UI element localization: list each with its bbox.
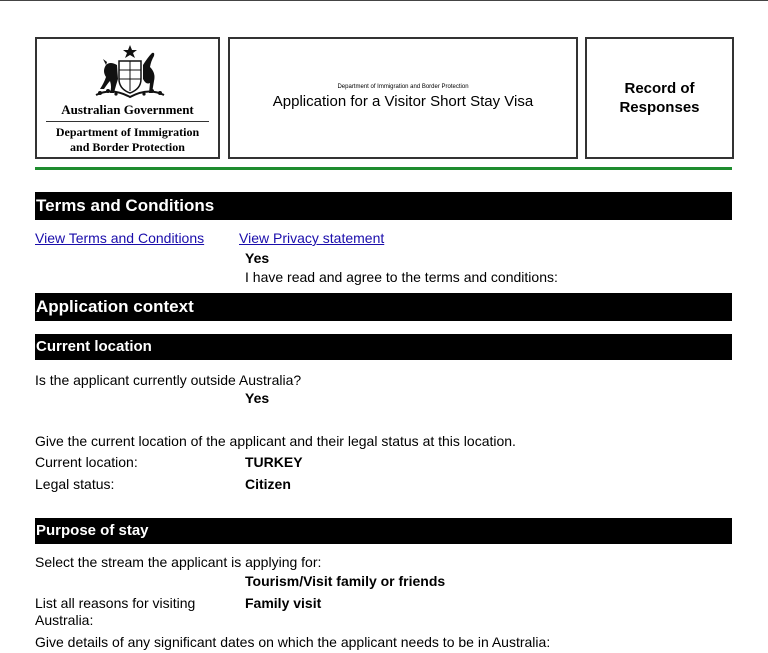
visit-reasons-value: Family visit xyxy=(245,595,322,611)
current-location-label: Current location: xyxy=(35,454,138,470)
terms-answer: Yes xyxy=(245,250,270,266)
outside-australia-answer: Yes xyxy=(245,390,270,406)
terms-section-heading: Terms and Conditions xyxy=(35,192,732,220)
document-title-box xyxy=(228,37,578,159)
header-divider xyxy=(35,167,732,170)
significant-dates-question: Give details of any significant dates on which the applicant needs to be in Australia: xyxy=(35,634,551,650)
document-title: Application for a Visitor Short Stay Visa xyxy=(272,93,534,110)
current-location-heading: Current location xyxy=(35,334,732,360)
view-privacy-link[interactable]: View Privacy statement xyxy=(239,230,385,246)
government-logo-box xyxy=(35,37,220,159)
stream-answer: Tourism/Visit family or friends xyxy=(245,573,446,589)
location-status-question: Give the current location of the applicant and their legal status at this location. xyxy=(35,433,516,449)
department-name-line-1: Department of Immigration xyxy=(55,125,200,139)
legal-status-value: Citizen xyxy=(245,476,291,492)
current-location-value: TURKEY xyxy=(245,454,303,470)
purpose-of-stay-heading: Purpose of stay xyxy=(35,518,732,544)
application-context-heading: Application context xyxy=(35,293,732,321)
stream-question: Select the stream the applicant is applying for: xyxy=(35,554,322,570)
record-line-2: Responses xyxy=(619,99,700,116)
title-department: Department of Immigration and Border Protection xyxy=(337,84,469,90)
top-border-line xyxy=(0,0,768,1)
record-line-1: Record of xyxy=(624,80,695,97)
outside-australia-question: Is the applicant currently outside Australia? xyxy=(35,372,302,388)
government-name: Australian Government xyxy=(61,102,194,117)
legal-status-label: Legal status: xyxy=(35,476,115,492)
logo-divider xyxy=(46,121,209,122)
record-of-responses-box xyxy=(585,37,734,159)
view-terms-link[interactable]: View Terms and Conditions xyxy=(35,230,205,246)
coat-of-arms-icon xyxy=(92,43,168,101)
terms-statement: I have read and agree to the terms and conditions: xyxy=(245,269,558,285)
record-of-responses-label xyxy=(587,79,732,117)
department-name xyxy=(37,125,218,155)
visit-reasons-label: List all reasons for visiting Australia: xyxy=(35,595,196,628)
department-name-line-2: and Border Protection xyxy=(70,140,185,154)
